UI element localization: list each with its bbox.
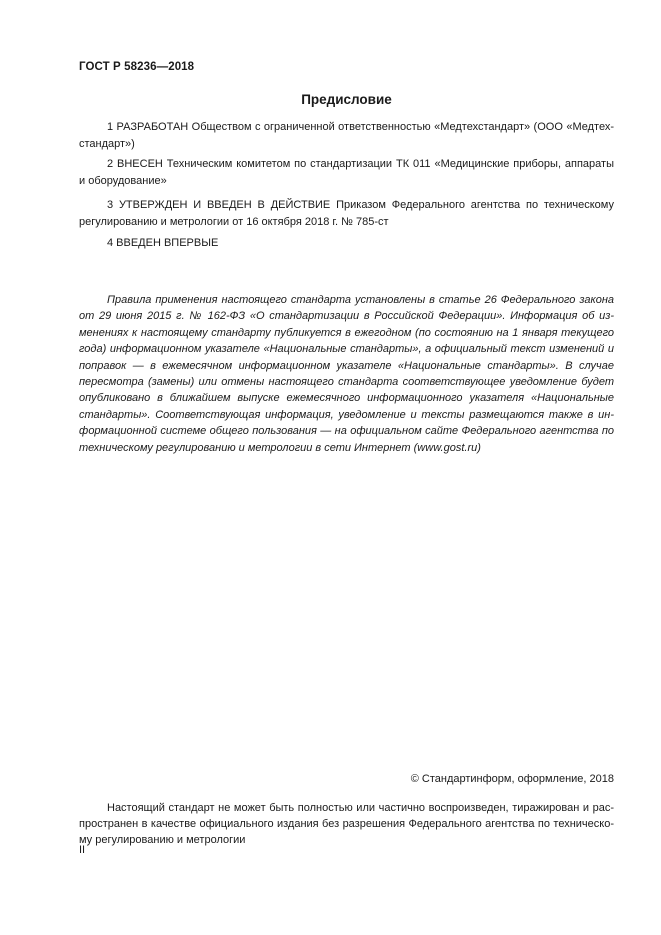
preface-item-2: 2 ВНЕСЕН Техническим комитетом по стандартизации ТК 011 «Медицинские приборы, аппараты и оборудование» (79, 158, 614, 187)
copyright-line: © Стандартинформ, оформление, 2018 (410, 773, 614, 785)
reproduction-notice: Настоящий стандарт не может быть полностью или частично воспроизведен, тиражирован и распространен в качестве официального издания без разрешения Федерального агентства по техническому регулированию и метрологии (79, 802, 614, 846)
preface-item-3: 3 УТВЕРЖДЕН И ВВЕДЕН В ДЕЙСТВИЕ Приказом Федерального агентства по техническому регулированию и метрологии от 16 октября 2018 г. № 785-ст (79, 199, 614, 228)
document-code: ГОСТ Р 58236—2018 (79, 61, 195, 73)
preface-item-4: 4 ВВЕДЕН ВПЕРВЫЕ (107, 237, 219, 249)
page-number: II (79, 844, 86, 856)
preface-title: Предисловие (301, 92, 392, 107)
preface-item-1: 1 РАЗРАБОТАН Обществом с ограниченной ответственностью «Медтехстандарт» (ООО «Медтехстандарт») (79, 121, 614, 150)
standard-application-notice: Правила применения настоящего стандарта установлены в статье 26 Федерального закона от 29 июня 2015 г. № 162-ФЗ «О стандартизации в Российской Федерации». Информация об изменениях к настоящему стандарту публикуется в ежегодном (по состоянию на 1 января текущего года) информационном указателе «Национальные стандарты», а официальный текст изменений и поправок — в ежемесячном информационном указателе «Национальные стандарты». В случае пересмотра (замены) или отмены настоящего стандарта соответствующее уведомление будет опубликовано в ближайшем выпуске ежемесячного информационного указателя «Национальные стандарты». Соответствующая информация, уведомление и тексты размещаются также в информационной системе общего пользования — на официальном сайте Федерального агентства по техническому регулированию и метрологии в сети Интернет (www.gost.ru) (79, 294, 614, 454)
